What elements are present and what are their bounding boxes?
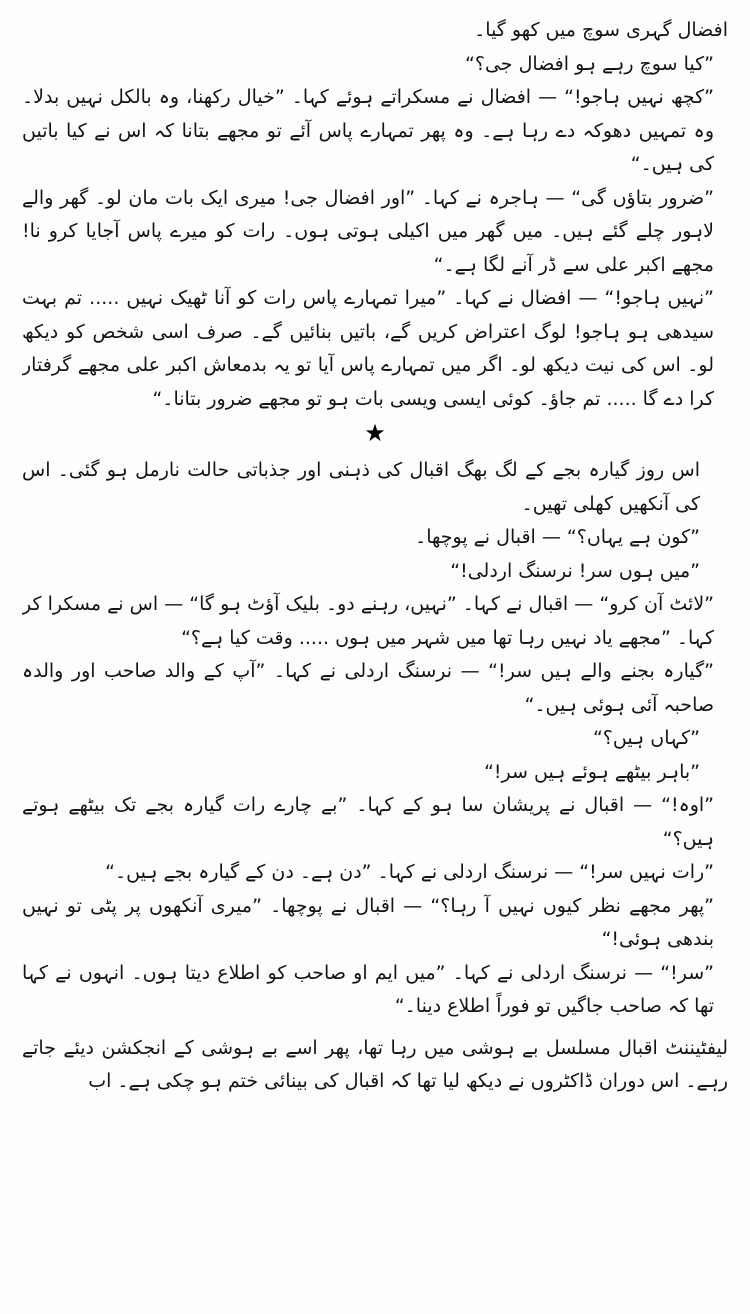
paragraph: ”باہر بیٹھے ہوئے ہیں سر!“: [484, 760, 700, 783]
paragraph: ”پھر مجھے نظر کیوں نہیں آ رہا؟“ — اقبال نے پوچھا۔ ”میری آنکھوں پر پٹی تو نہیں بندھی ہوئی!“: [22, 894, 714, 950]
paragraph: ”ضرور بتاؤں گی“ — ہاجرہ نے کہا۔ ”اور افضال جی! میری ایک بات مان لو۔ گھر والے لاہور چلے گئے ہیں۔ میں گھر میں اکیلی ہوتی ہوں۔ رات کو میرے پاس آجایا کرو نا! مجھے اکبر علی سے ڈر آنے لگا ہے۔“: [22, 186, 714, 276]
paragraph: ”نہیں ہاجو!“ — افضال نے کہا۔ ”میرا تمہارے پاس رات کو آنا ٹھیک نہیں ..... تم بہت سیدھی ہو ہاجو! لوگ اعتراض کریں گے، باتیں بنائیں گے۔ صرف اسی شخص کو دیکھ لو۔ اس کی نیت دیکھ لو۔ اگر میں تمہارے پاس آیا تو یہ بدمعاش اکبر علی مجھے گرفتار کرا دے گا ..... تم جاؤ۔ کوئی ایسی ویسی بات ہو تو مجھے ضرور بتانا۔“: [22, 287, 714, 410]
paragraph: ”کچھ نہیں ہاجو!“ — افضال نے مسکراتے ہوئے کہا۔ ”خیال رکھنا، وہ بالکل نہیں بدلا۔ وہ تمہیں دھوکہ دے رہا ہے۔ وہ پھر تمہارے پاس آئے تو مجھے بتانا کہ اس نے کیا باتیں کی ہیں۔“: [22, 86, 714, 175]
paragraph: ”سر!“ — نرسنگ اردلی نے کہا۔ ”میں ایم او صاحب کو اطلاع دیتا ہوں۔ انہوں نے کہا تھا کہ صاحب جاگیں تو فوراً اطلاع دینا۔“: [22, 961, 714, 1017]
paragraph: افضال گہری سوچ میں کھو گیا۔: [474, 19, 728, 41]
paragraph: ”لائٹ آن کرو“ — اقبال نے کہا۔ ”نہیں، رہنے دو۔ بلیک آؤٹ ہو گا“ — اس نے مسکرا کر کہا۔ ”مجھے یاد نہیں رہا تھا میں شہر میں ہوں ..... وقت کیا ہے؟“: [22, 593, 714, 649]
paragraph: ”کہاں ہیں؟“: [592, 727, 700, 749]
paragraph: ”اوہ!“ — اقبال نے پریشان سا ہو کے کہا۔ ”بے چارے رات گیارہ بجے تک بیٹھے ہوتے ہیں؟“: [22, 794, 714, 850]
paragraph: لیفٹیننٹ اقبال مسلسل بے ہوشی میں رہا تھا، پھر اسے بے ہوشی کے انجکشن دیئے جاتے رہے۔ اس دوران ڈاکٹروں نے دیکھ لیا تھا کہ اقبال کی بینائی ختم ہو چکی ہے۔ اب: [22, 1036, 728, 1092]
paragraph: اس روز گیارہ بجے کے لگ بھگ اقبال کی ذہنی اور جذباتی حالت نارمل ہو گئی۔ اس کی آنکھیں کھلی تھیں۔: [22, 459, 700, 515]
section-divider-star: ★: [364, 419, 386, 447]
text-column: [22, 14, 728, 1304]
paragraph: ”رات نہیں سر!“ — نرسنگ اردلی نے کہا۔ ”دن ہے۔ دن کے گیارہ بجے ہیں۔“: [105, 861, 714, 883]
paragraph: ”میں ہوں سر! نرسنگ اردلی!“: [450, 559, 700, 582]
paragraph: ”کیا سوچ رہے ہو افضال جی؟“: [465, 52, 714, 75]
paragraph: ”کون ہے یہاں؟“ — اقبال نے پوچھا۔: [415, 526, 700, 548]
paragraph: ”گیارہ بجنے والے ہیں سر!“ — نرسنگ اردلی نے کہا۔ ”آپ کے والد صاحب اور والدہ صاحبہ آئی ہوئی ہیں۔“: [22, 660, 714, 716]
